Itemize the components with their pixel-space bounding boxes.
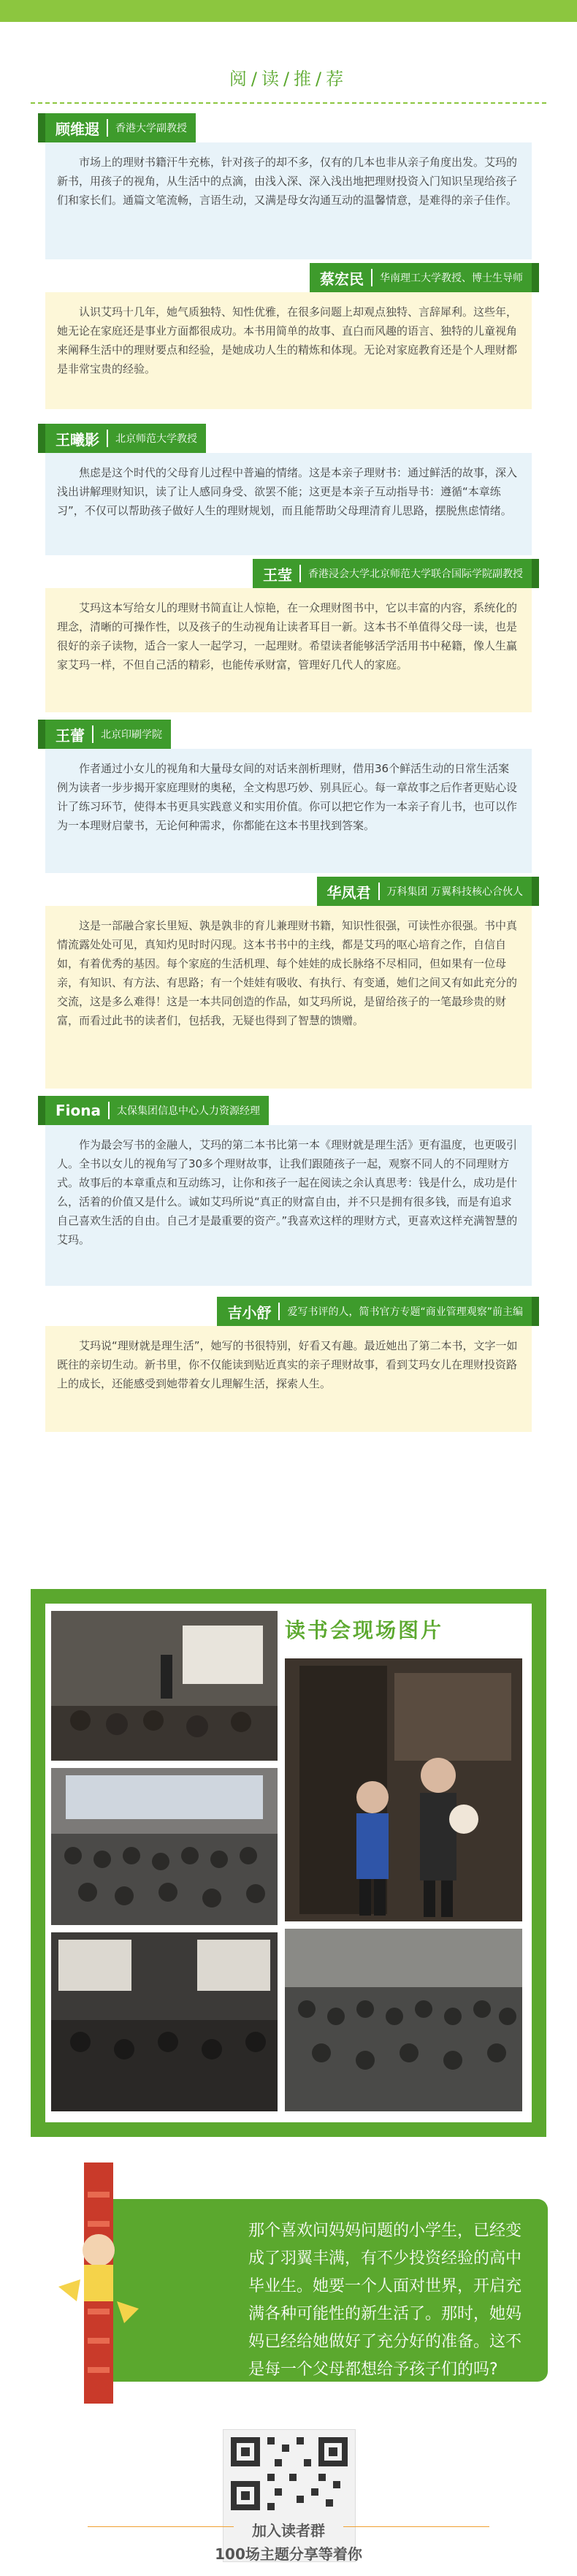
- reviewer-title: 太保集团信息中心人力资源经理: [117, 1105, 260, 1117]
- girl-tower-illustration: [44, 2162, 153, 2411]
- reviewer-title: 万科集团 万翼科技核心合伙人: [386, 886, 523, 898]
- reviewer-name: 王曦影: [56, 430, 99, 449]
- event-photo-art: [51, 1932, 278, 2111]
- reviewer-name: 吉小舒: [227, 1303, 272, 1322]
- section-divider: [31, 102, 546, 104]
- event-photo: [285, 1658, 522, 1921]
- event-photo-art: [285, 1929, 522, 2111]
- qr-code-icon: [223, 2430, 355, 2518]
- event-photo: [51, 1932, 278, 2111]
- top-band: [0, 0, 577, 22]
- qr-caption-subtitle: 100场主题分享等着你: [215, 2545, 362, 2563]
- review-text: 艾玛说“理财就是理生活”，她写的书很特别，好看又有趣。最近她出了第二本书，文字一如既往的亲切生动。新书里，你不仅能读到贴近真实的亲子理财故事，看到艾玛女儿在理财投资路上的成长，还能感受到她带着女儿理解生活，探索人生。: [45, 1326, 532, 1432]
- review-text: 作为最会写书的金融人，艾玛的第二本书比第一本《理财就是理生活》更有温度，也更吸引人。全书以女儿的视角写了30多个理财故事，让我们跟随孩子一起，观察不同人的不同理财方式。故事后的本章重点和互动练习，让你和孩子一起在阅读之余认真思考：钱是什么，成功是什么，活着的价值又是什么。诚如艾玛所说“真正的财富自由，并不只是拥有很多钱，而是有追求自己喜欢生活的自由。自己才是最重要的资产。”我喜欢这样的理财方式，更喜欢这样充满智慧的艾玛。: [45, 1125, 532, 1286]
- event-photo: [285, 1929, 522, 2111]
- reviewer-tag: [45, 720, 171, 749]
- reviewer-name: 蔡宏民: [320, 270, 364, 288]
- reviewer-title: 华南理工大学教授、博士生导师: [380, 273, 523, 284]
- reviewer-title: 香港浸会大学北京师范大学联合国际学院副教授: [308, 568, 523, 580]
- reviewer-title: 香港大学副教授: [115, 123, 187, 134]
- top-band-inner: [31, 22, 546, 26]
- review-text: 作者通过小女儿的视角和大量母女间的对话来剖析理财，借用36个鲜活生动的日常生活案例为读者一步步揭开家庭理财的奥秘，全文构思巧妙、别具匠心。每一章故事之后作者更贴心设计了练习环节，使得本书更具实践意义和实用价值。你可以把它作为一本亲子育儿书，也可以作为一本理财启蒙书，无论何种需求，你都能在这本书里找到答案。: [45, 749, 532, 873]
- reviewer-title: 爱写书评的人，简书官方专题“商业管理观察”前主编: [287, 1306, 523, 1318]
- reviewer-tag: [45, 1096, 269, 1125]
- reviewer-tag: [217, 1297, 532, 1326]
- review-text: 认识艾玛十几年，她气质独特、知性优雅，在很多问题上却观点独特、言辞犀利。这些年，她无论在家庭还是事业方面都很成功。本书用简单的故事、直白而风趣的语言、独特的儿童视角来阐释生活中的理财要点和经验，是她成功人生的精炼和体现。无论对家庭教育还是个人理财都是非常宝贵的经验。: [45, 292, 532, 409]
- reviewer-title: 北京师范大学教授: [115, 433, 197, 445]
- reviewer-title: 北京印刷学院: [101, 729, 162, 741]
- review-text: 这是一部融合家长里短、孰是孰非的育儿兼理财书籍，知识性很强，可读性亦很强。书中真情流露处处可见，真知灼见时时闪现。这本书书中的主线，都是艾玛的呕心培育之作，自信自如，有着优秀的基因。每个家庭的生活机理、每个娃娃的成长脉络不尽相同，但如果有一位母亲，有知识、有方法、有思路；有一个娃娃有吸收、有执行、有变通，她们之间又有如此充分的交流，这是多么难得！这是一本共同创造的作品，如艾玛所说，是留给孩子的一笔最珍贵的财富，而看过此书的读者们，包括我，无疑也得到了智慧的馈赠。: [45, 906, 532, 1089]
- reviewer-name: Fiona: [56, 1102, 101, 1119]
- reviewer-name: 顾维遐: [56, 120, 99, 138]
- reviewer-tag: [45, 424, 206, 453]
- event-photo-art: [51, 1611, 278, 1761]
- reviewer-tag: [253, 559, 532, 588]
- reviewer-name: 华凤君: [326, 883, 371, 902]
- event-photo: [51, 1768, 278, 1925]
- event-photo: [51, 1611, 278, 1761]
- closing-text: 那个喜欢问妈妈问题的小学生，已经变成了羽翼丰满，有不少投资经验的高中毕业生。她要一个人面对世界，开启充满各种可能性的新生活了。那时，她妈妈已经给她做好了充分好的准备。这不是每一个父母都想给予孩子们的吗?: [248, 2222, 522, 2379]
- photo-section-title: 读书会现场图片: [285, 1618, 444, 1642]
- review-text: 焦虑是这个时代的父母育儿过程中普遍的情绪。这是本亲子理财书：通过鲜活的故事，深入浅出讲解理财知识，读了让人感同身受、欲罢不能；这更是本亲子互动指导书：遵循“本章练习”，不仅可以帮助孩子做好人生的理财规划，而且能帮助父母理清育儿思路，摆脱焦虑情绪。: [45, 453, 532, 555]
- reviewer-tag: [45, 113, 196, 142]
- reviewer-tag: [317, 877, 532, 906]
- reviewer-name: 王莹: [263, 565, 292, 584]
- event-photo-art: [285, 1658, 522, 1921]
- reviewer-name: 王蕾: [56, 726, 85, 744]
- qr-caption-title: 加入读者群: [252, 2522, 325, 2539]
- reviewer-tag: [310, 263, 532, 292]
- review-text: 艾玛这本写给女儿的理财书简直让人惊艳，在一众理财图书中，它以丰富的内容，系统化的理念，清晰的可操作性，以及孩子的生动视角让读者耳目一新。这本书不单值得父母一读，也是很好的亲子读物，适合一家人一起学习，一起理财。希望读者能够活学活用书中秘籍，像人生赢家艾玛一样，不但自己活的精彩，也能传承财富，管理好几代人的家庭。: [45, 588, 532, 712]
- review-text: 市场上的理财书籍汗牛充栋，针对孩子的却不多，仅有的几本也非从亲子角度出发。艾玛的新书，用孩子的视角，从生活中的点滴，由浅入深、深入浅出地把理财投资入门知识呈现给孩子们和家长们。通篇文笔流畅，言语生动，又满是母女沟通互动的温馨情意，是难得的亲子佳作。: [45, 142, 532, 259]
- section-title: 阅/读/推/荐: [229, 69, 348, 89]
- event-photo-art: [51, 1768, 278, 1925]
